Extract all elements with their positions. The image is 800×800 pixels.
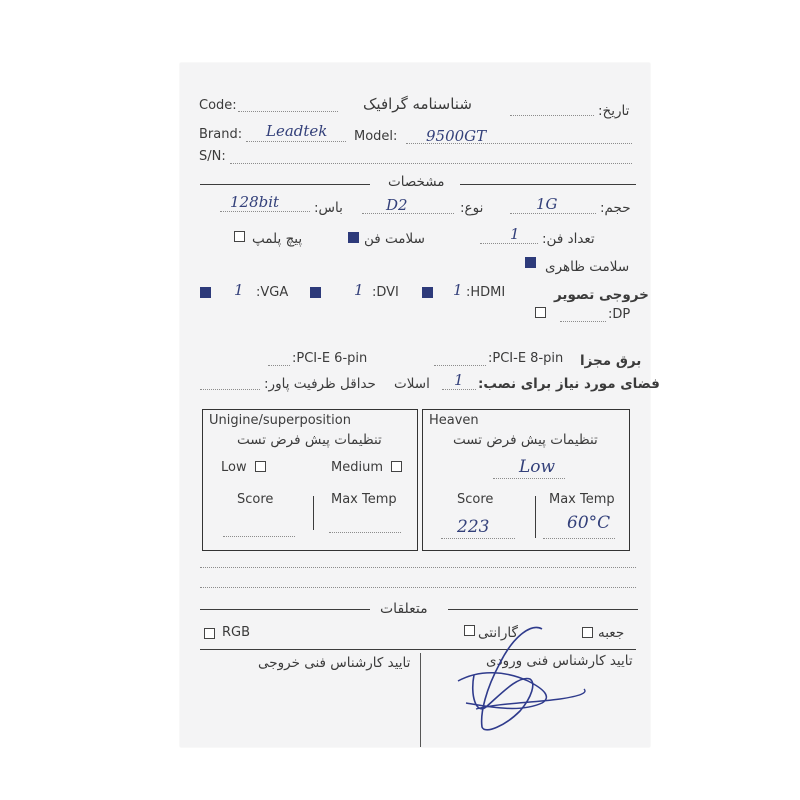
unigine-preset-label: تنظیمات پیش فرض تست: [237, 432, 382, 448]
unigine-maxtemp-label: Max Temp: [331, 492, 397, 507]
heaven-title: Heaven: [429, 413, 479, 428]
seal-screw-label: پیچ پلمپ: [252, 231, 303, 247]
pcie8-label: :PCI-E 8-pin: [488, 351, 564, 366]
hdmi-count: 1: [453, 281, 463, 299]
code-label: Code:: [199, 98, 237, 113]
type-label: نوع:: [460, 200, 484, 216]
fan-health-label: سلامت فن: [364, 231, 425, 247]
dvi-label: :DVI: [372, 285, 399, 300]
form-title: شناسنامه گرافیک: [363, 95, 472, 113]
specs-title: مشخصات: [388, 174, 445, 190]
heaven-score-value: 223: [457, 517, 490, 537]
space-label: فضای مورد نیاز برای نصب:: [478, 376, 660, 392]
unigine-score-label: Score: [237, 492, 274, 507]
vga-count: 1: [234, 281, 244, 299]
unigine-medium-label: Medium: [331, 460, 383, 475]
heaven-maxtemp-label: Max Temp: [549, 492, 615, 507]
brand-value: Leadtek: [266, 122, 328, 140]
hdmi-label: :HDMI: [466, 285, 506, 300]
box-label: جعبه: [598, 625, 625, 641]
size-value: 1G: [536, 195, 558, 213]
output-tech-label: تایید کارشناس فنی خروجی: [258, 655, 411, 671]
min-psu-label: حداقل ظرفیت پاور:: [264, 376, 376, 392]
vga-label: :VGA: [256, 285, 289, 300]
date-label: تاریخ:: [598, 103, 630, 119]
fan-count-label: تعداد فن:: [542, 231, 595, 247]
accessories-title: متعلقات: [380, 601, 428, 617]
pcie6-label: :PCI-E 6-pin: [292, 351, 368, 366]
brand-label: Brand:: [199, 127, 243, 142]
heaven-preset-label: تنظیمات پیش فرض تست: [453, 432, 598, 448]
heaven-score-label: Score: [457, 492, 494, 507]
size-label: حجم:: [600, 200, 631, 216]
slots-value: 1: [454, 371, 464, 389]
appearance-label: سلامت ظاهری: [545, 259, 630, 275]
slots-label: اسلات: [394, 376, 430, 392]
heaven-maxtemp-value: 60°C: [567, 513, 611, 533]
signature: [180, 63, 650, 747]
inspection-form: [180, 63, 660, 747]
model-label: Model:: [354, 129, 398, 144]
outputs-label: خروجی تصویر: [554, 287, 649, 303]
input-tech-label: تایید کارشناس فنی ورودی: [486, 653, 633, 669]
dvi-count: 1: [354, 281, 364, 299]
power-label: برق مجزا: [580, 353, 642, 369]
heaven-preset-value: Low: [519, 457, 556, 477]
model-value: 9500GT: [426, 127, 487, 145]
sn-label: S/N:: [199, 149, 226, 164]
dp-label: :DP: [608, 307, 631, 322]
bus-value: 128bit: [230, 193, 280, 211]
unigine-low-label: Low: [221, 460, 247, 475]
fan-count-value: 1: [510, 225, 520, 243]
type-value: D2: [386, 196, 408, 214]
bus-label: باس:: [314, 200, 343, 216]
rgb-label: RGB: [222, 625, 251, 640]
warranty-label: گارانتی: [478, 625, 518, 641]
unigine-title: Unigine/superposition: [209, 413, 351, 428]
